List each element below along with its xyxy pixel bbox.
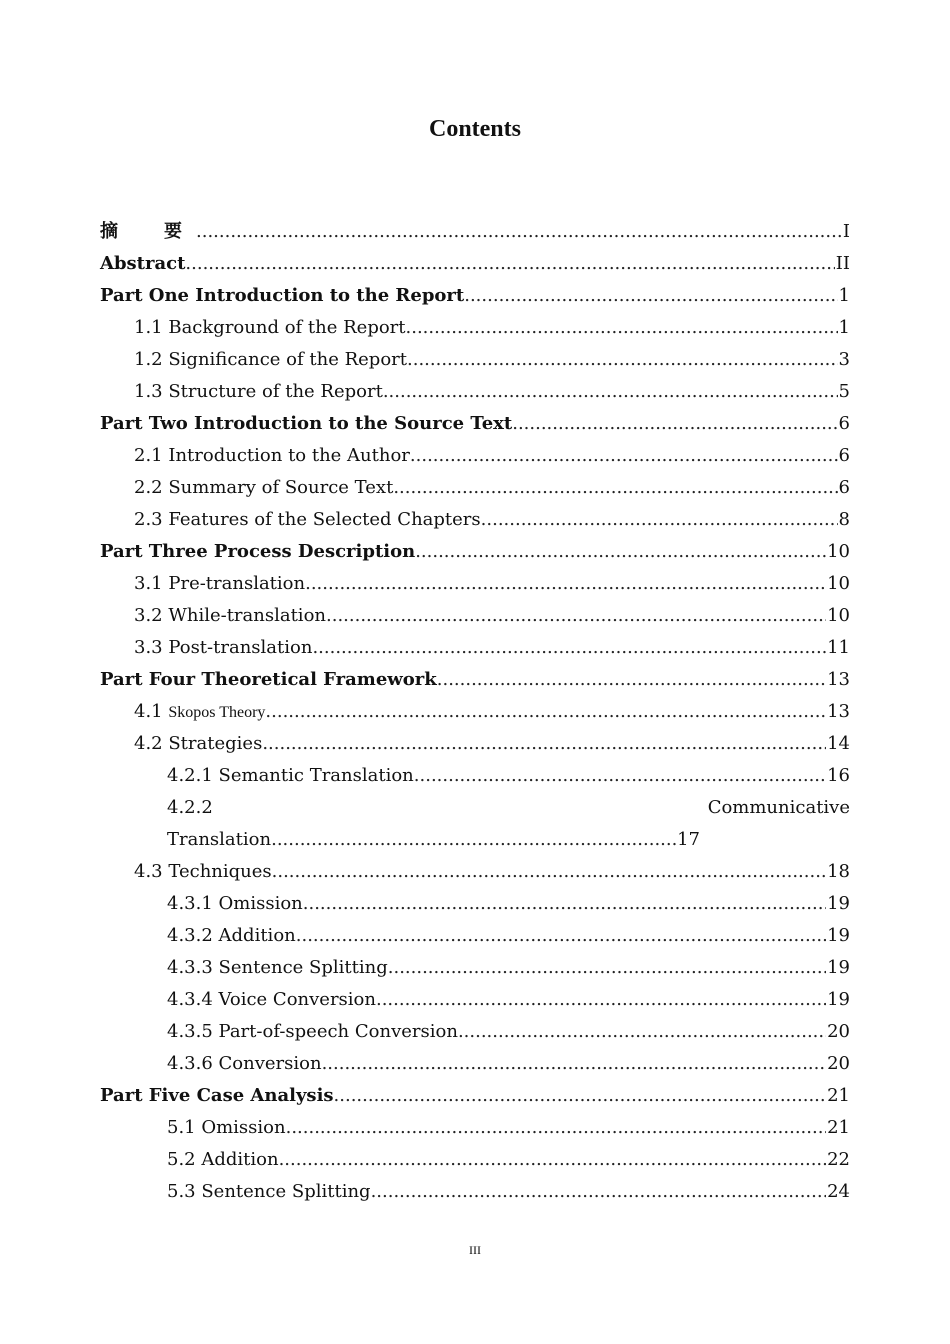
toc-entry[interactable] bbox=[100, 792, 850, 856]
toc-entry-page: 3 bbox=[838, 349, 850, 370]
toc-entry[interactable] bbox=[100, 408, 850, 440]
dot-leader bbox=[296, 920, 826, 952]
toc-entry[interactable] bbox=[100, 952, 850, 984]
toc-entry-number: 4.1 bbox=[134, 701, 169, 722]
toc-entry-page: 10 bbox=[827, 605, 850, 626]
toc-entry-page: 20 bbox=[827, 1021, 850, 1042]
dot-leader bbox=[196, 216, 842, 248]
toc-entry-title bbox=[134, 696, 265, 729]
dot-leader bbox=[303, 888, 826, 920]
toc-entry-page: 16 bbox=[827, 765, 850, 786]
dot-leader bbox=[185, 248, 834, 280]
toc-entry-title: 2.3 Features of the Selected Chapters bbox=[134, 509, 481, 530]
toc-entry-title: 2.1 Introduction to the Author bbox=[134, 445, 410, 466]
dot-leader bbox=[279, 1144, 827, 1176]
toc-entry-page: 24 bbox=[827, 1181, 850, 1202]
toc-entry-page: 13 bbox=[827, 701, 850, 722]
toc-entry-title: 4.2.1 Semantic Translation bbox=[167, 765, 414, 786]
dot-leader bbox=[464, 280, 837, 312]
toc-entry[interactable] bbox=[100, 376, 850, 408]
toc-entry[interactable] bbox=[100, 760, 850, 792]
dot-leader bbox=[410, 440, 838, 472]
dot-leader bbox=[458, 1016, 826, 1048]
toc-entry-title: Part Five Case Analysis bbox=[100, 1085, 334, 1106]
toc-entry-text: Communicative bbox=[707, 797, 850, 818]
toc-entry-page: 17 bbox=[677, 829, 700, 850]
toc-entry-title: 1.1 Background of the Report bbox=[134, 317, 406, 338]
dot-leader bbox=[312, 632, 826, 664]
dot-leader bbox=[407, 344, 838, 376]
dot-leader bbox=[262, 728, 826, 760]
toc-entry[interactable] bbox=[100, 856, 850, 888]
toc-entry-page: 21 bbox=[827, 1085, 850, 1106]
toc-entry[interactable] bbox=[100, 1176, 850, 1208]
toc-entry-title: 4.3 Techniques bbox=[134, 861, 272, 882]
toc-entry-line-2 bbox=[167, 824, 700, 856]
toc-entry-text: Skopos Theory bbox=[168, 704, 266, 721]
dot-leader bbox=[393, 472, 837, 504]
toc-entry-page: 10 bbox=[827, 573, 850, 594]
toc-entry-page: 18 bbox=[827, 861, 850, 882]
toc-entry-page: 19 bbox=[827, 893, 850, 914]
dot-leader bbox=[406, 312, 838, 344]
toc-entry-page: 22 bbox=[827, 1149, 850, 1170]
table-of-contents bbox=[100, 216, 850, 1208]
toc-entry-title: 4.3.6 Conversion bbox=[167, 1053, 322, 1074]
toc-entry[interactable] bbox=[100, 216, 850, 248]
dot-leader bbox=[272, 856, 826, 888]
toc-entry[interactable] bbox=[100, 472, 850, 504]
toc-entry-title: Part Four Theoretical Framework bbox=[100, 669, 437, 690]
toc-entry[interactable] bbox=[100, 1016, 850, 1048]
toc-entry-title: 摘 要 bbox=[100, 221, 196, 242]
toc-entry-text: Translation bbox=[167, 829, 272, 850]
toc-entry-page: 19 bbox=[827, 989, 850, 1010]
dot-leader bbox=[305, 568, 826, 600]
toc-entry[interactable] bbox=[100, 280, 850, 312]
page-number: III bbox=[469, 1243, 481, 1257]
toc-entry-title: 4.3.1 Omission bbox=[167, 893, 303, 914]
toc-entry-number: 4.2.2 bbox=[167, 797, 213, 818]
toc-entry[interactable] bbox=[100, 504, 850, 536]
toc-entry-title: 3.2 While-translation bbox=[134, 605, 326, 626]
toc-entry[interactable] bbox=[100, 600, 850, 632]
toc-entry[interactable] bbox=[100, 312, 850, 344]
toc-entry-page: 21 bbox=[827, 1117, 850, 1138]
toc-entry-page: 6 bbox=[838, 477, 850, 498]
toc-entry[interactable] bbox=[100, 568, 850, 600]
dot-leader bbox=[512, 408, 837, 440]
toc-entry[interactable] bbox=[100, 888, 850, 920]
dot-leader bbox=[481, 504, 838, 536]
toc-entry-title: 2.2 Summary of Source Text bbox=[134, 477, 394, 498]
toc-entry-page: 6 bbox=[838, 413, 850, 434]
toc-entry-title: 4.3.3 Sentence Splitting bbox=[167, 957, 388, 978]
toc-entry[interactable] bbox=[100, 344, 850, 376]
toc-entry[interactable] bbox=[100, 1144, 850, 1176]
toc-entry-title: Part One Introduction to the Report bbox=[100, 285, 465, 306]
toc-entry-page: 14 bbox=[827, 733, 850, 754]
toc-entry-title: 5.1 Omission bbox=[167, 1117, 286, 1138]
dot-leader bbox=[371, 1176, 827, 1208]
toc-entry-title: 5.3 Sentence Splitting bbox=[167, 1181, 371, 1202]
toc-entry[interactable] bbox=[100, 696, 850, 728]
toc-entry-line-1 bbox=[167, 792, 850, 824]
toc-entry[interactable] bbox=[100, 920, 850, 952]
toc-entry[interactable] bbox=[100, 728, 850, 760]
dot-leader bbox=[271, 824, 676, 856]
toc-entry-page: 1 bbox=[838, 317, 850, 338]
dot-leader bbox=[414, 760, 826, 792]
toc-entry[interactable] bbox=[100, 536, 850, 568]
toc-entry-page: II bbox=[835, 253, 850, 274]
toc-entry-title: Part Three Process Description bbox=[100, 541, 416, 562]
toc-entry-title: Part Two Introduction to the Source Text bbox=[100, 413, 513, 434]
dot-leader bbox=[286, 1112, 827, 1144]
toc-entry[interactable] bbox=[100, 1080, 850, 1112]
toc-entry-page: 6 bbox=[838, 445, 850, 466]
toc-entry-page: 5 bbox=[838, 381, 850, 402]
dot-leader bbox=[415, 536, 826, 568]
toc-entry[interactable] bbox=[100, 984, 850, 1016]
dot-leader bbox=[265, 696, 826, 728]
toc-entry[interactable] bbox=[100, 248, 850, 280]
dot-leader bbox=[376, 984, 826, 1016]
toc-entry-title: Abstract bbox=[100, 253, 186, 274]
toc-entry-title: 4.3.4 Voice Conversion bbox=[167, 989, 376, 1010]
toc-entry-title: 1.3 Structure of the Report bbox=[134, 381, 383, 402]
dot-leader bbox=[383, 376, 838, 408]
toc-entry[interactable] bbox=[100, 1048, 850, 1080]
dot-leader bbox=[322, 1048, 827, 1080]
toc-entry-title: 4.3.5 Part-of-speech Conversion bbox=[167, 1021, 458, 1042]
toc-entry[interactable] bbox=[100, 664, 850, 696]
toc-entry-page: I bbox=[842, 221, 850, 242]
dot-leader bbox=[334, 1080, 827, 1112]
dot-leader bbox=[326, 600, 826, 632]
dot-leader bbox=[437, 664, 826, 696]
toc-entry-page: 8 bbox=[838, 509, 850, 530]
toc-entry-page: 1 bbox=[838, 285, 850, 306]
toc-entry-page: 19 bbox=[827, 957, 850, 978]
toc-entry[interactable] bbox=[100, 440, 850, 472]
toc-entry-page: 20 bbox=[827, 1053, 850, 1074]
toc-entry-page: 19 bbox=[827, 925, 850, 946]
toc-entry-title: 3.1 Pre-translation bbox=[134, 573, 306, 594]
toc-entry[interactable] bbox=[100, 1112, 850, 1144]
toc-entry-title: 4.2 Strategies bbox=[134, 733, 263, 754]
toc-entry-page: 10 bbox=[827, 541, 850, 562]
toc-entry-title: 1.2 Significance of the Report bbox=[134, 349, 407, 370]
dot-leader bbox=[388, 952, 826, 984]
toc-entry-page: 13 bbox=[827, 669, 850, 690]
toc-entry-title: 5.2 Addition bbox=[167, 1149, 279, 1170]
toc-entry-title: 3.3 Post-translation bbox=[134, 637, 313, 658]
toc-entry[interactable] bbox=[100, 632, 850, 664]
toc-entry-title: 4.3.2 Addition bbox=[167, 925, 296, 946]
toc-entry-page: 11 bbox=[827, 637, 850, 658]
page-title: Contents bbox=[428, 116, 521, 142]
